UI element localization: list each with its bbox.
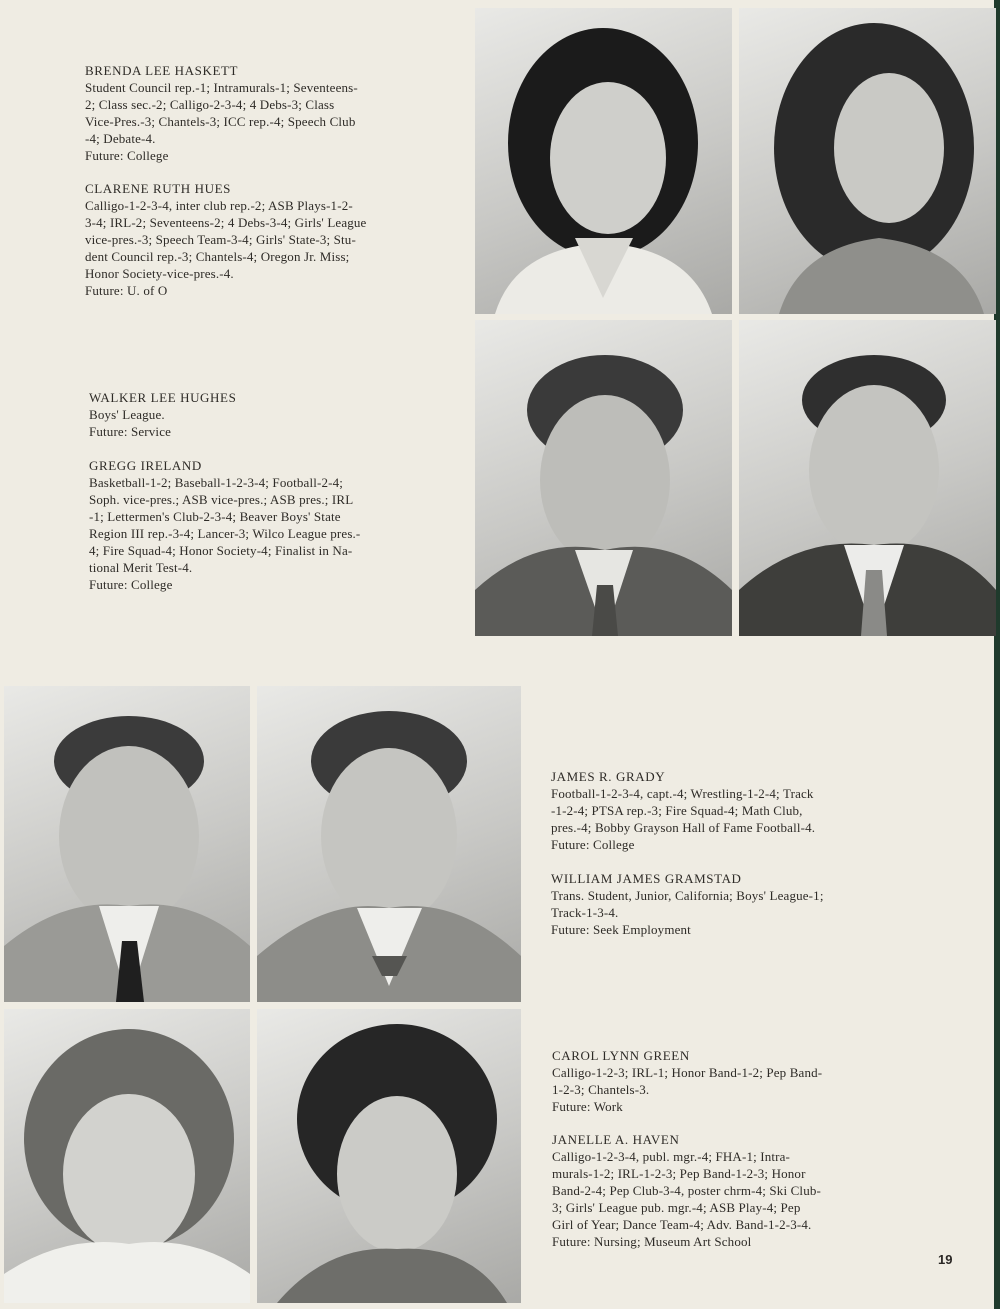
activities-line: Region III rep.-3-4; Lancer-3; Wilco League pres.- [89, 526, 361, 541]
bio-william-james-gramstad [551, 870, 824, 938]
student-name: WILLIAM JAMES GRAMSTAD [551, 871, 742, 886]
activities-line: Honor Society-vice-pres.-4. [85, 266, 234, 281]
student-name: JANELLE A. HAVEN [552, 1132, 680, 1147]
activities-line: 2; Class sec.-2; Calligo-2-3-4; 4 Debs-3; Class [85, 97, 335, 112]
bio-james-r-grady [551, 768, 815, 853]
portrait-clarene-ruth-hues [739, 8, 996, 314]
activities-line: Track-1-3-4. [551, 905, 619, 920]
portrait-william-james-gramstad [257, 686, 521, 1002]
activities-line: Football-1-2-3-4, capt.-4; Wrestling-1-2-4; Track [551, 786, 814, 801]
page-number: 19 [938, 1252, 953, 1267]
activities-line: tional Merit Test-4. [89, 560, 193, 575]
student-name: BRENDA LEE HASKETT [85, 63, 239, 78]
activities-line: Calligo-1-2-3; IRL-1; Honor Band-1-2; Pep Band- [552, 1065, 823, 1080]
bio-janelle-a-haven [552, 1131, 821, 1250]
future-plans: Future: College [551, 837, 635, 852]
activities-line: vice-pres.-3; Speech Team-3-4; Girls' State-3; Stu- [85, 232, 356, 247]
student-name: JAMES R. GRADY [551, 769, 666, 784]
activities-line: dent Council rep.-3; Chantels-4; Oregon Jr. Miss; [85, 249, 350, 264]
activities-line: 3-4; IRL-2; Seventeens-2; 4 Debs-3-4; Girls' League [85, 215, 367, 230]
future-plans: Future: Work [552, 1099, 623, 1114]
bio-walker-lee-hughes [89, 389, 236, 440]
activities-line: 3; Girls' League pub. mgr.-4; ASB Play-4; Pep [552, 1200, 801, 1215]
bio-gregg-ireland [89, 457, 360, 593]
future-plans: Future: College [85, 148, 169, 163]
activities-line: 1-2-3; Chantels-3. [552, 1082, 650, 1097]
future-plans: Future: Seek Employment [551, 922, 691, 937]
portrait-carol-lynn-green [4, 1009, 250, 1303]
bio-clarene-ruth-hues [85, 180, 366, 299]
bio-carol-lynn-green [552, 1047, 822, 1115]
student-name: WALKER LEE HUGHES [89, 390, 237, 405]
student-name: CAROL LYNN GREEN [552, 1048, 690, 1063]
activities-line: murals-1-2; IRL-1-2-3; Pep Band-1-2-3; Honor [552, 1166, 806, 1181]
portrait-gregg-ireland [739, 320, 996, 636]
activities-line: Boys' League. [89, 407, 165, 422]
activities-line: Girl of Year; Dance Team-4; Adv. Band-1-2-3-4. [552, 1217, 812, 1232]
portrait-walker-lee-hughes [475, 320, 732, 636]
future-plans: Future: U. of O [85, 283, 168, 298]
activities-line: Soph. vice-pres.; ASB vice-pres.; ASB pres.; IRL [89, 492, 354, 507]
activities-line: Student Council rep.-1; Intramurals-1; Seventeens- [85, 80, 358, 95]
bio-brenda-lee-haskett [85, 62, 358, 164]
portrait-janelle-a-haven [257, 1009, 521, 1303]
activities-line: Vice-Pres.-3; Chantels-3; ICC rep.-4; Speech Club [85, 114, 356, 129]
portrait-brenda-lee-haskett [475, 8, 732, 314]
activities-line: Calligo-1-2-3-4, publ. mgr.-4; FHA-1; Intra- [552, 1149, 791, 1164]
activities-line: Trans. Student, Junior, California; Boys' League-1; [551, 888, 824, 903]
student-name: CLARENE RUTH HUES [85, 181, 231, 196]
activities-line: -4; Debate-4. [85, 131, 156, 146]
future-plans: Future: Nursing; Museum Art School [552, 1234, 752, 1249]
future-plans: Future: Service [89, 424, 172, 439]
activities-line: -1-2-4; PTSA rep.-3; Fire Squad-4; Math Club, [551, 803, 803, 818]
activities-line: Band-2-4; Pep Club-3-4, poster chrm-4; Ski Club- [552, 1183, 821, 1198]
activities-line: -1; Lettermen's Club-2-3-4; Beaver Boys' State [89, 509, 341, 524]
activities-line: pres.-4; Bobby Grayson Hall of Fame Football-4. [551, 820, 816, 835]
portrait-james-r-grady [4, 686, 250, 1002]
activities-line: 4; Fire Squad-4; Honor Society-4; Finalist in Na- [89, 543, 353, 558]
future-plans: Future: College [89, 577, 173, 592]
activities-line: Calligo-1-2-3-4, inter club rep.-2; ASB Plays-1-2- [85, 198, 353, 213]
activities-line: Basketball-1-2; Baseball-1-2-3-4; Football-2-4; [89, 475, 343, 490]
student-name: GREGG IRELAND [89, 458, 202, 473]
